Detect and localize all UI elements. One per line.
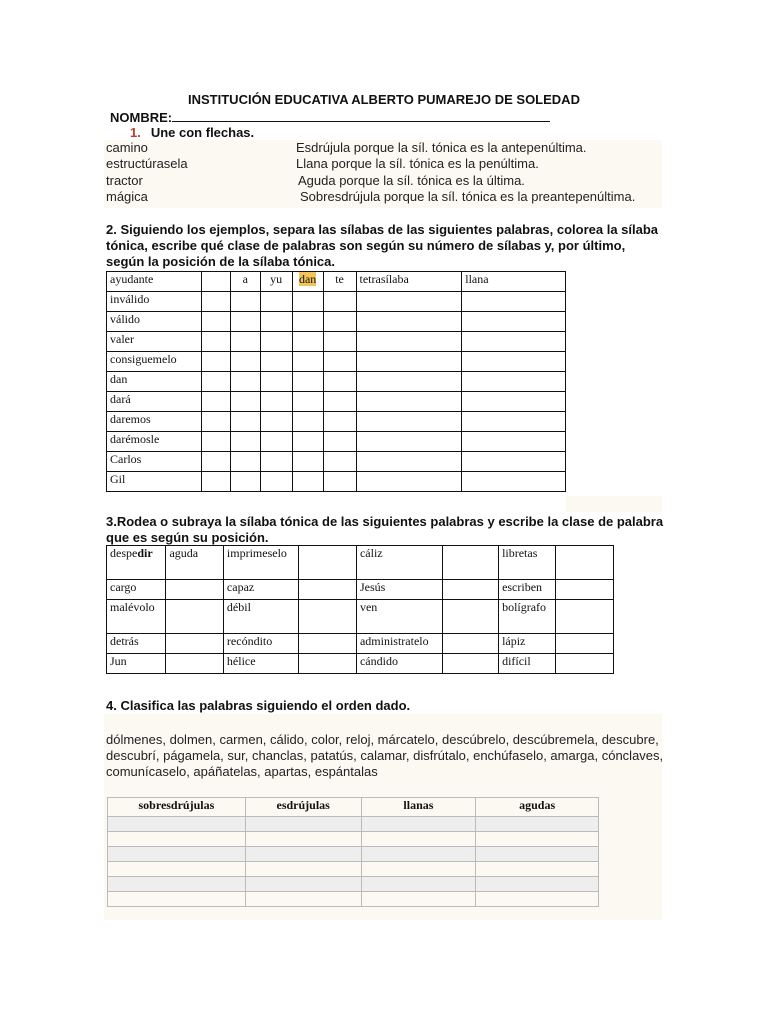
answer-cell[interactable]: [230, 452, 260, 472]
answer-cell[interactable]: [356, 392, 462, 412]
answer-cell[interactable]: [260, 432, 292, 452]
answer-cell[interactable]: [442, 600, 498, 634]
answer-cell[interactable]: [201, 472, 230, 492]
answer-cell[interactable]: [108, 817, 246, 832]
answer-cell[interactable]: [323, 332, 356, 352]
answer-cell[interactable]: [260, 312, 292, 332]
q1-number: 1.: [130, 125, 141, 140]
word-cell: valer: [107, 332, 202, 352]
answer-cell[interactable]: [361, 832, 476, 847]
word-cell: daremos: [107, 412, 202, 432]
answer-cell[interactable]: [462, 352, 566, 372]
word-cell: Jesús: [356, 580, 442, 600]
tonic-syllable-bold: dir: [137, 546, 153, 560]
answer-cell[interactable]: [230, 412, 260, 432]
answer-cell[interactable]: [555, 580, 614, 600]
answer-cell[interactable]: [323, 432, 356, 452]
column-header: sobresdrújulas: [108, 798, 246, 817]
answer-cell[interactable]: [323, 392, 356, 412]
answer-cell[interactable]: [260, 472, 292, 492]
answer-cell[interactable]: [555, 546, 614, 580]
answer-cell[interactable]: [298, 580, 356, 600]
word-cell: Jun: [107, 654, 166, 674]
answer-cell[interactable]: [361, 877, 476, 892]
syllable-cell[interactable]: [201, 272, 230, 292]
table-row: [108, 892, 599, 907]
q1-word: mágica: [106, 189, 148, 204]
answer-cell[interactable]: [292, 412, 323, 432]
syllable-cell: te: [323, 272, 356, 292]
name-blank-line[interactable]: [172, 109, 550, 122]
word-cell: escriben: [499, 580, 555, 600]
answer-cell[interactable]: [108, 862, 246, 877]
table-row: [107, 332, 566, 352]
answer-cell[interactable]: [230, 432, 260, 452]
answer-cell[interactable]: [201, 292, 230, 312]
word-cell: débil: [223, 600, 298, 634]
answer-cell[interactable]: [260, 392, 292, 412]
answer-cell[interactable]: [442, 580, 498, 600]
answer-cell[interactable]: [230, 472, 260, 492]
q1-definition: Aguda porque la síl. tónica es la última.: [298, 173, 525, 188]
word-cell: cargo: [107, 580, 166, 600]
answer-cell[interactable]: [292, 432, 323, 452]
answer-cell[interactable]: [323, 452, 356, 472]
answer-cell[interactable]: [292, 452, 323, 472]
answer-cell[interactable]: [323, 312, 356, 332]
table-row: [107, 432, 566, 452]
answer-cell[interactable]: [230, 372, 260, 392]
word-cell: darémosle: [107, 432, 202, 452]
name-field: [110, 109, 550, 125]
answer-cell[interactable]: [201, 332, 230, 352]
answer-cell[interactable]: [462, 332, 566, 352]
word-cell: hélice: [223, 654, 298, 674]
answer-cell[interactable]: [555, 600, 614, 634]
table-header-row: [108, 798, 599, 817]
answer-cell[interactable]: [292, 292, 323, 312]
answer-cell[interactable]: [356, 452, 462, 472]
q2-syllable-table: [106, 271, 566, 492]
answer-cell[interactable]: [245, 817, 361, 832]
answer-cell[interactable]: [462, 372, 566, 392]
q1-heading: [130, 125, 254, 140]
answer-cell[interactable]: [298, 600, 356, 634]
answer-cell[interactable]: [356, 312, 462, 332]
answer-cell[interactable]: [108, 877, 246, 892]
table-row: [107, 580, 614, 600]
answer-cell[interactable]: [166, 580, 223, 600]
q3-heading: 3.Rodea o subraya la sílaba tónica de las siguientes palabras y escribe la clase de palabra que es según su posición.: [106, 514, 664, 545]
answer-cell[interactable]: [462, 412, 566, 432]
word-cell: dan: [107, 372, 202, 392]
word-cell: Carlos: [107, 452, 202, 472]
syllable-cell: yu: [260, 272, 292, 292]
answer-cell[interactable]: [476, 817, 599, 832]
answer-cell[interactable]: [555, 634, 614, 654]
table-row: [107, 292, 566, 312]
answer-cell[interactable]: [356, 412, 462, 432]
answer-cell[interactable]: [260, 352, 292, 372]
answer-cell[interactable]: [201, 412, 230, 432]
table-row: [107, 412, 566, 432]
table-row: [107, 372, 566, 392]
word-cell: malévolo: [107, 600, 166, 634]
syllable-cell: [292, 272, 323, 292]
q1-definition: Llana porque la síl. tónica es la penúltima.: [296, 156, 539, 171]
answer-cell[interactable]: [356, 472, 462, 492]
answer-cell[interactable]: [462, 312, 566, 332]
q3-word-table: [106, 545, 614, 674]
answer-cell[interactable]: [476, 892, 599, 907]
answer-cell[interactable]: [356, 292, 462, 312]
word-cell: cándido: [356, 654, 442, 674]
answer-cell[interactable]: [462, 292, 566, 312]
answer-cell[interactable]: [245, 847, 361, 862]
answer-cell[interactable]: [230, 392, 260, 412]
answer-cell[interactable]: [108, 847, 246, 862]
table-row: [107, 634, 614, 654]
answer-cell[interactable]: [442, 634, 498, 654]
answer-cell[interactable]: [292, 332, 323, 352]
answer-cell[interactable]: [361, 817, 476, 832]
answer-cell[interactable]: [292, 352, 323, 372]
answer-cell[interactable]: [260, 412, 292, 432]
answer-cell[interactable]: [462, 472, 566, 492]
table-row: [107, 654, 614, 674]
answer-cell[interactable]: [323, 472, 356, 492]
answer-cell[interactable]: [245, 877, 361, 892]
word-cell: Gil: [107, 472, 202, 492]
table-row: [108, 877, 599, 892]
word-cell: imprimeselo: [223, 546, 298, 580]
answer-cell[interactable]: [260, 452, 292, 472]
answer-cell[interactable]: [356, 332, 462, 352]
q1-definition: Esdrújula porque la síl. tónica es la antepenúltima.: [296, 140, 587, 155]
word-cell: recóndito: [223, 634, 298, 654]
answer-cell[interactable]: [230, 312, 260, 332]
stress-type: llana: [462, 272, 566, 292]
word-cell: ven: [356, 600, 442, 634]
answer-cell[interactable]: [298, 546, 356, 580]
table-row: [107, 546, 614, 580]
answer-cell[interactable]: [260, 372, 292, 392]
answer-cell[interactable]: [245, 892, 361, 907]
answer-cell[interactable]: [292, 392, 323, 412]
q2-heading: 2. Siguiendo los ejemplos, separa las sílabas de las siguientes palabras, colorea la sílaba tónica, escribe qué clase de palabras son según su número de sílabas y, por último, según la posición de la sílaba tónica.: [106, 222, 659, 269]
name-label: NOMBRE:: [110, 110, 173, 125]
word-cell: capaz: [223, 580, 298, 600]
answer-cell[interactable]: [356, 372, 462, 392]
word-cell: [107, 546, 166, 580]
table-row: [107, 392, 566, 412]
word-cell: lápiz: [499, 634, 555, 654]
answer-cell[interactable]: [298, 654, 356, 674]
answer-cell[interactable]: [442, 546, 498, 580]
table-row: [108, 817, 599, 832]
word-cell: cáliz: [356, 546, 442, 580]
table-row: [107, 600, 614, 634]
word-cell: administratelo: [356, 634, 442, 654]
answer-cell[interactable]: [292, 472, 323, 492]
answer-cell[interactable]: [462, 452, 566, 472]
column-header: llanas: [361, 798, 476, 817]
word-cell: bolígrafo: [499, 600, 555, 634]
answer-cell[interactable]: [361, 862, 476, 877]
answer-cell[interactable]: [260, 292, 292, 312]
syllable-cell: a: [230, 272, 260, 292]
class-cell: aguda: [166, 546, 223, 580]
answer-cell[interactable]: [476, 862, 599, 877]
q1-heading-text: Une con flechas.: [150, 125, 255, 140]
answer-cell[interactable]: [462, 432, 566, 452]
answer-cell[interactable]: [230, 352, 260, 372]
answer-cell[interactable]: [108, 832, 246, 847]
answer-cell[interactable]: [108, 892, 246, 907]
word-cell: consiguemelo: [107, 352, 202, 372]
table-row: [107, 452, 566, 472]
example-word: ayudante: [107, 272, 202, 292]
table-row: [107, 312, 566, 332]
table-row: [107, 272, 566, 292]
table-row: [108, 847, 599, 862]
answer-cell[interactable]: [361, 847, 476, 862]
q1-definition: Sobresdrújula porque la síl. tónica es la preantepenúltima.: [300, 189, 636, 204]
answer-cell[interactable]: [323, 352, 356, 372]
answer-cell[interactable]: [292, 372, 323, 392]
column-header: agudas: [476, 798, 599, 817]
answer-cell[interactable]: [201, 372, 230, 392]
answer-cell[interactable]: [323, 412, 356, 432]
answer-cell[interactable]: [323, 292, 356, 312]
word-cell: válido: [107, 312, 202, 332]
answer-cell[interactable]: [201, 312, 230, 332]
table-row: [107, 352, 566, 372]
table-row: [108, 862, 599, 877]
answer-cell[interactable]: [356, 432, 462, 452]
answer-cell[interactable]: [166, 634, 223, 654]
word-cell: dará: [107, 392, 202, 412]
word-cell: inválido: [107, 292, 202, 312]
word-prefix: despe: [110, 546, 138, 560]
syllable-count-type: tetrasílaba: [356, 272, 462, 292]
answer-cell[interactable]: [245, 832, 361, 847]
answer-cell[interactable]: [476, 877, 599, 892]
q4-classification-table: [107, 797, 599, 907]
word-cell: libretas: [499, 546, 555, 580]
answer-cell[interactable]: [166, 654, 223, 674]
column-header: esdrújulas: [245, 798, 361, 817]
q1-word: estructúrasela: [106, 156, 188, 171]
answer-cell[interactable]: [230, 292, 260, 312]
document-title: INSTITUCIÓN EDUCATIVA ALBERTO PUMAREJO DE SOLEDAD: [188, 92, 580, 107]
answer-cell[interactable]: [201, 432, 230, 452]
answer-cell[interactable]: [201, 452, 230, 472]
answer-cell[interactable]: [292, 312, 323, 332]
q4-heading: 4. Clasifica las palabras siguiendo el orden dado.: [106, 698, 411, 713]
answer-cell[interactable]: [260, 332, 292, 352]
answer-cell[interactable]: [476, 847, 599, 862]
answer-cell[interactable]: [476, 832, 599, 847]
answer-cell[interactable]: [230, 332, 260, 352]
q4-band-top: [104, 714, 662, 730]
q1-word: camino: [106, 140, 148, 155]
answer-cell[interactable]: [442, 654, 498, 674]
answer-cell[interactable]: [245, 862, 361, 877]
q4-word-list: dólmenes, dolmen, carmen, cálido, color, reloj, márcatelo, descúbrelo, descúbremela, descubre, descubrí, págamela, sur, chanclas, patatús, calamar, disfrútalo, enchúfaselo, amarga, cónclaves, comunícaselo, apáñatelas, apartas, espántalas: [106, 732, 664, 779]
answer-cell[interactable]: [166, 600, 223, 634]
table-row: [107, 472, 566, 492]
answer-cell[interactable]: [356, 352, 462, 372]
q1-word: tractor: [106, 173, 143, 188]
q3-band: [566, 496, 662, 512]
answer-cell[interactable]: [323, 372, 356, 392]
answer-cell[interactable]: [298, 634, 356, 654]
answer-cell[interactable]: [555, 654, 614, 674]
word-cell: detrás: [107, 634, 166, 654]
word-cell: difícil: [499, 654, 555, 674]
answer-cell[interactable]: [462, 392, 566, 412]
answer-cell[interactable]: [361, 892, 476, 907]
table-row: [108, 832, 599, 847]
tonic-syllable-highlight: dan: [298, 272, 317, 286]
answer-cell[interactable]: [201, 352, 230, 372]
answer-cell[interactable]: [201, 392, 230, 412]
